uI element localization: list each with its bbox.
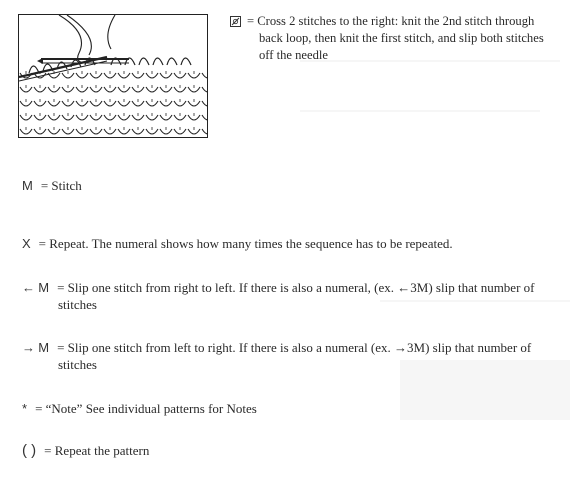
asterisk-symbol: * [22,401,28,416]
cross-line-3: off the needle [259,48,329,62]
slip-left-continuation: stitches [58,297,97,312]
cross-stitch-description [247,13,567,64]
repeat-symbol: X [22,236,31,251]
legend-repeat [22,235,453,252]
legend-paren [22,442,149,459]
cross-line-1: = Cross 2 stitches to the right: knit the 2nd stitch through [247,14,535,28]
paren-symbol: ( ) [22,442,37,459]
bleed-through-texture [380,300,570,302]
knitting-illustration [18,14,208,138]
arrow-left-icon: ← [22,280,35,295]
legend-slip-left [22,279,535,296]
bleed-through-texture [400,360,570,420]
stitch-symbol: M [22,178,33,193]
slip-right-text: = Slip one stitch from left to right. If there is also a numeral (ex. →3M) slip that number of [57,340,532,355]
arrow-right-icon: → [22,340,35,355]
note-text: = “Note” See individual patterns for Notes [35,401,257,416]
cross-line-2: back loop, then knit the first stitch, and slip both stitches [259,31,544,45]
paren-text: = Repeat the pattern [44,443,150,458]
slip-left-symbol: M [38,280,50,295]
slip-right-continuation: stitches [58,357,97,372]
legend-slip-right [22,339,531,356]
legend-note [22,400,257,417]
slip-right-symbol: M [38,340,50,355]
slip-left-text: = Slip one stitch from right to left. If there is also a numeral, (ex. ←3M) slip that number of [57,280,535,295]
crossed-square-icon [230,16,241,27]
repeat-text: = Repeat. The numeral shows how many times the sequence has to be repeated. [38,236,453,251]
legend-stitch [22,177,82,194]
bleed-through-texture [300,110,540,112]
stitch-text: = Stitch [40,178,82,193]
